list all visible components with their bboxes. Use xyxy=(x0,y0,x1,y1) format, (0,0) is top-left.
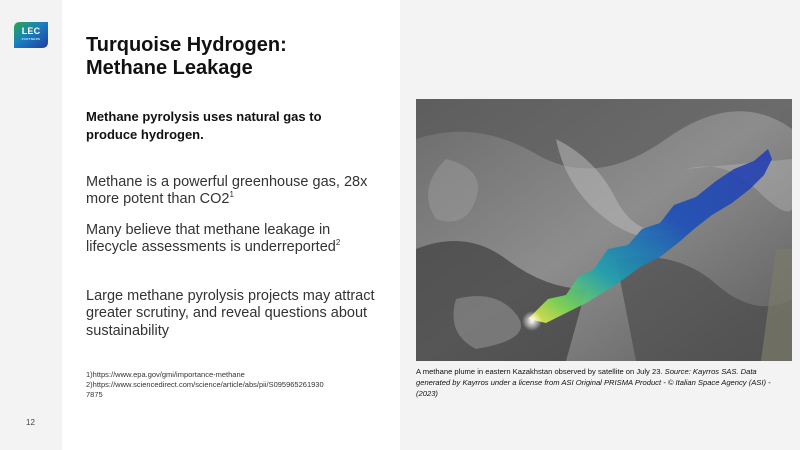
slide-title xyxy=(86,34,386,80)
body-paragraph-1 xyxy=(86,174,376,209)
logo-subtext: PARTNERS xyxy=(21,37,41,41)
reference-2: 2)https://www.sciencedirect.com/science/article/abs/pii/S0959652619307875 xyxy=(86,379,324,399)
title-line-2: Methane Leakage xyxy=(86,57,253,79)
body-paragraph-2 xyxy=(86,222,376,257)
caption-text: A methane plume in eastern Kazakhstan observed by satellite on July 23. xyxy=(416,367,665,376)
paragraph-text: Many believe that methane leakage in lifecycle assessments is underreported xyxy=(86,222,336,256)
left-margin-strip xyxy=(0,0,62,450)
references xyxy=(86,370,326,400)
footnote-ref: 1 xyxy=(229,190,234,200)
caption-source: Source: Kayrros SAS. Data generated by Kayrros under a license from ASI Original PRISMA Product - © Italian Space Agency (ASI) - (2023) xyxy=(416,367,771,398)
footnote-ref: 2 xyxy=(335,238,341,248)
figure-caption xyxy=(416,366,788,399)
reference-1: 1)https://www.epa.gov/gmi/importance-methane xyxy=(86,370,245,379)
logo-text: LEC xyxy=(21,26,41,36)
lec-logo xyxy=(14,22,48,48)
subheading: Methane pyrolysis uses natural gas to produce hydrogen. xyxy=(86,109,322,142)
page-number: 12 xyxy=(26,418,35,427)
paragraph-text: Methane is a powerful greenhouse gas, 28x more potent than CO2 xyxy=(86,174,368,208)
body-paragraph-3 xyxy=(86,288,376,340)
title-line-1: Turquoise Hydrogen: xyxy=(86,34,287,56)
paragraph-text: Large methane pyrolysis projects may attract greater scrutiny, and reveal questions about sustainability xyxy=(86,288,375,339)
satellite-methane-plume-image xyxy=(416,99,792,361)
